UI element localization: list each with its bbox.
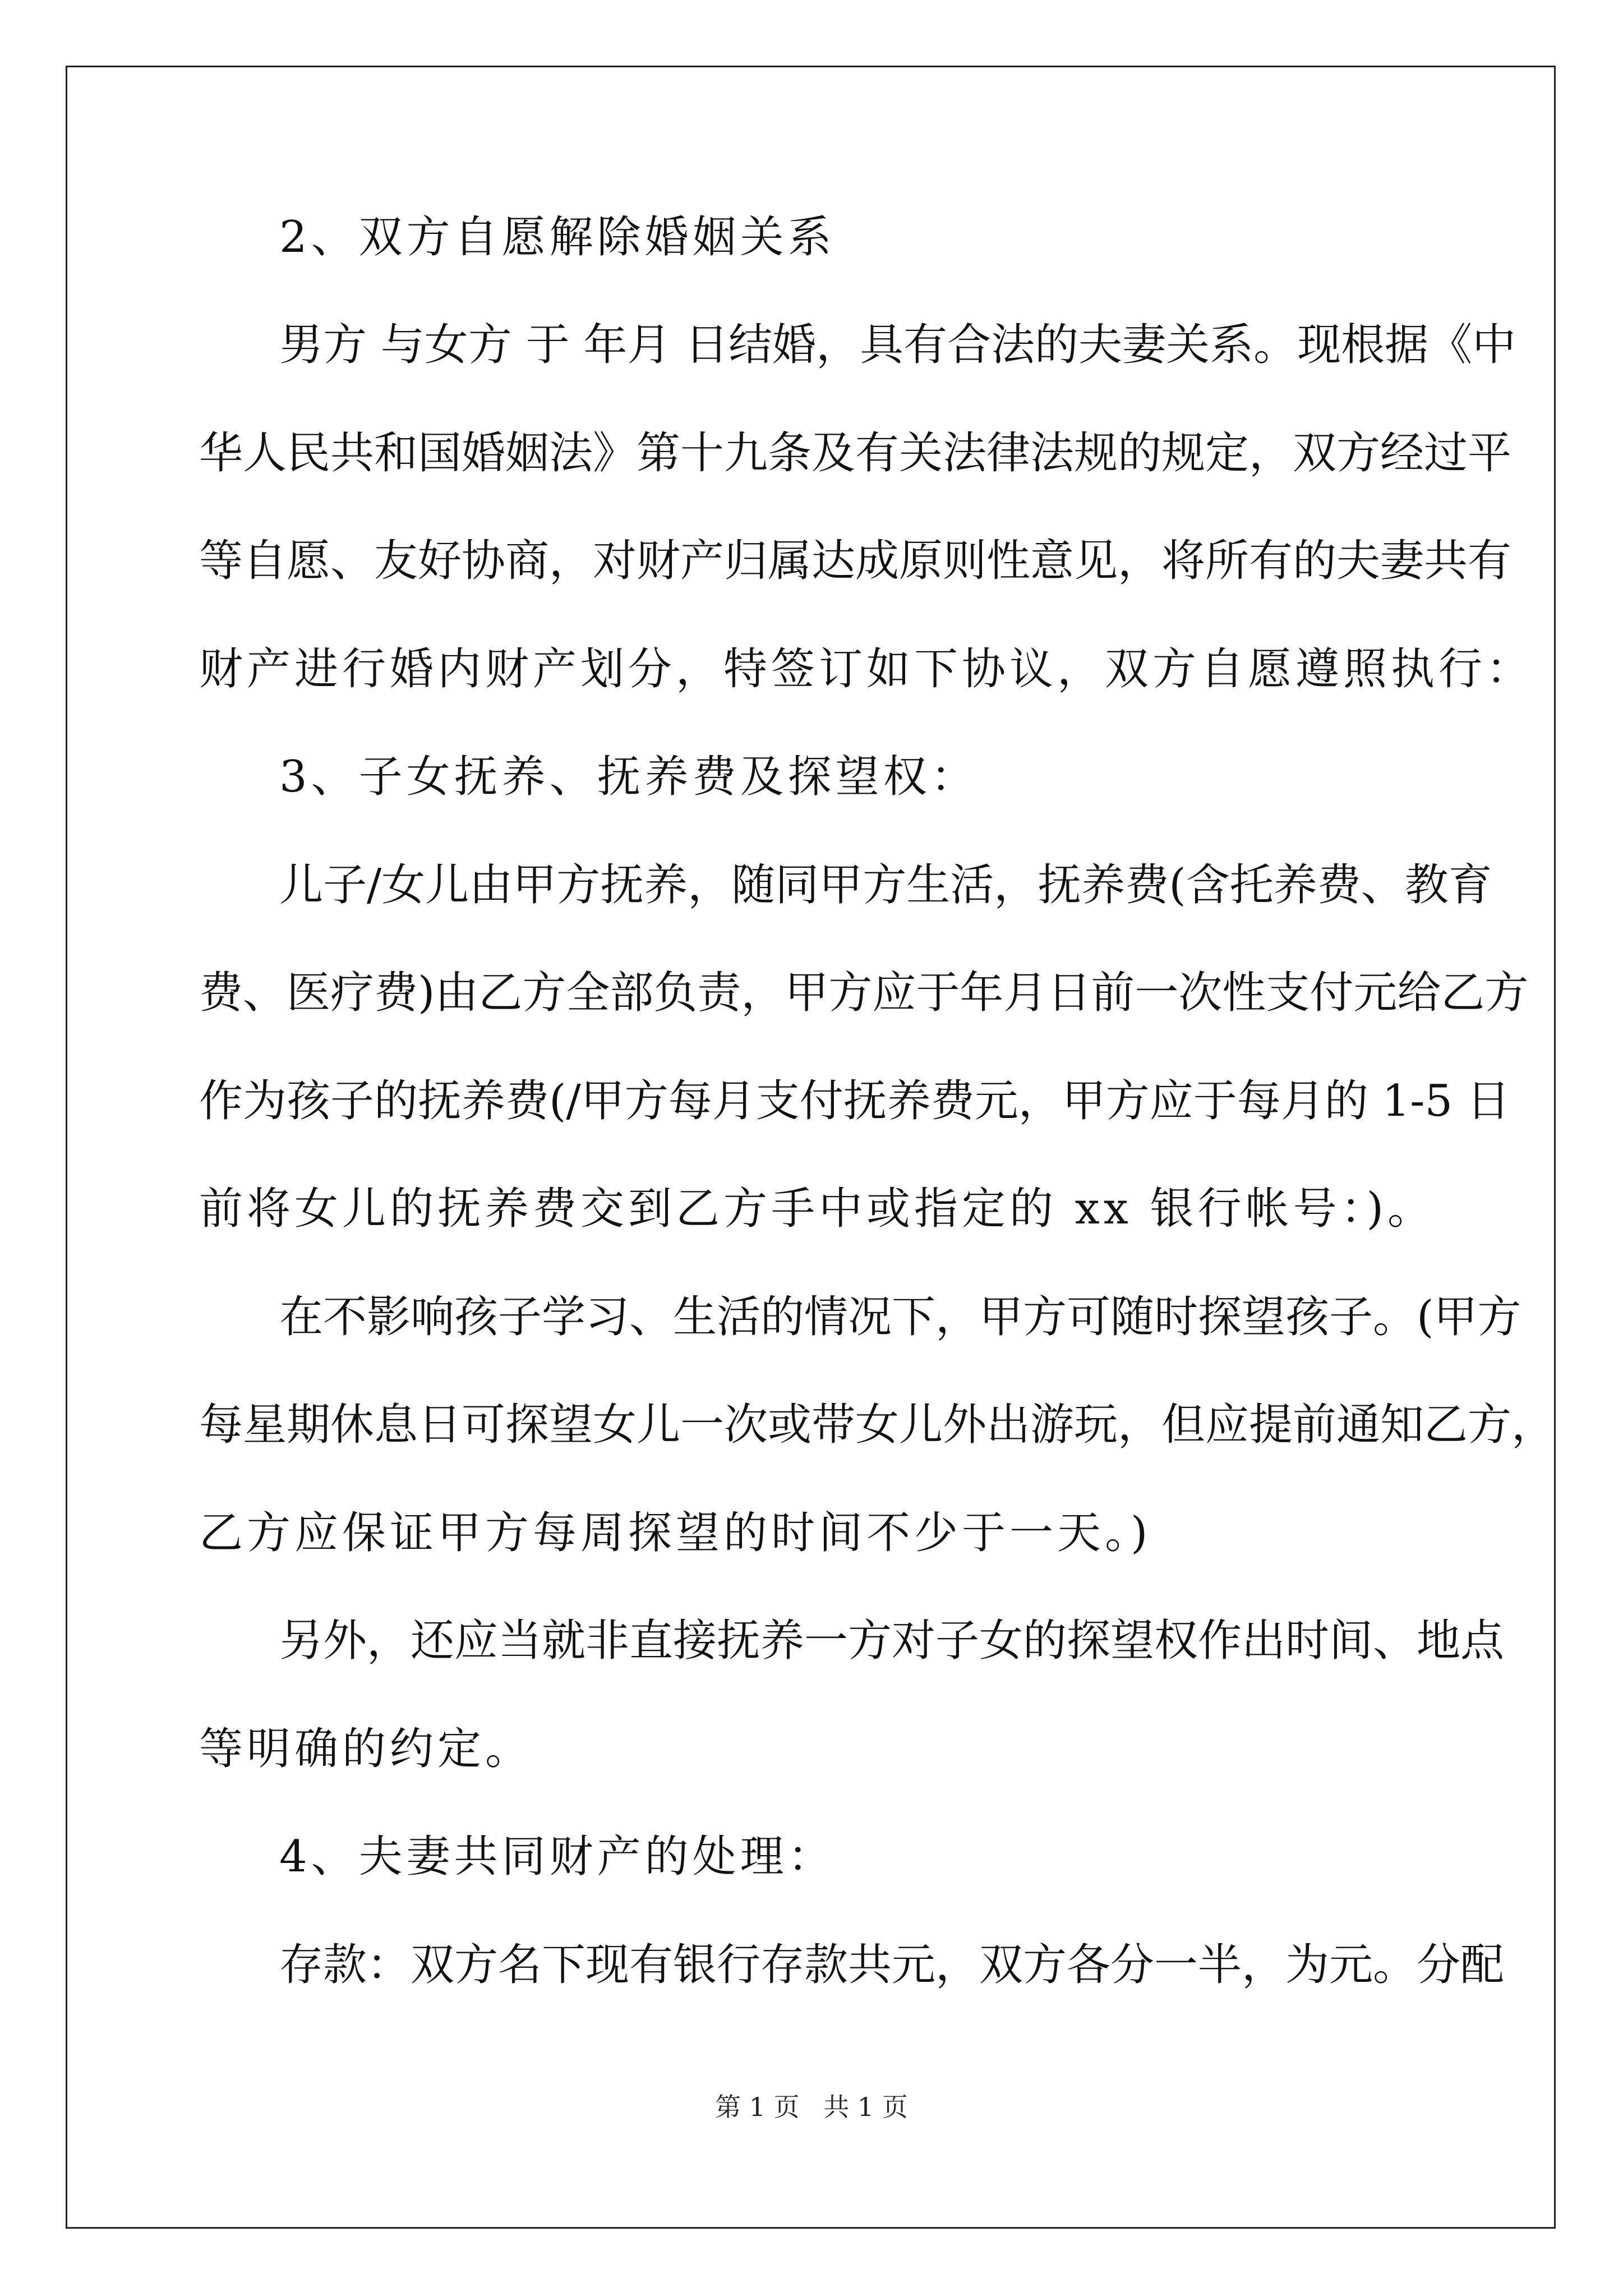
paragraph-line: 财产进行婚内财产划分，特签订如下协议，双方自愿遵照执行： (199, 644, 1534, 694)
section-heading-4: 4、夫妻共同财产的处理： (279, 1832, 836, 1882)
page-number: 第 1 页 (715, 2092, 800, 2122)
paragraph-line: 华人民共和国婚姻法》第十九条及有关法律法规的规定，双方经过平 (199, 428, 1512, 478)
page-footer (0, 2090, 1623, 2124)
paragraph-line: 儿子/女儿由甲方抚养，随同甲方生活，抚养费(含托养费、教育 (279, 860, 1492, 910)
page-border (66, 66, 1556, 2229)
paragraph-line: 男方 与女方 于 年月 日结婚，具有合法的夫妻关系。现根据《中 (279, 320, 1516, 370)
paragraph-line: 在不影响孩子学习、生活的情况下，甲方可随时探望孩子。(甲方 (279, 1292, 1521, 1342)
section-heading-3: 3、子女抚养、抚养费及探望权： (279, 752, 979, 802)
paragraph-line: 前将女儿的抚养费交到乙方手中或指定的 xx 银行帐号：)。 (199, 1184, 1435, 1234)
page-total: 共 1 页 (823, 2092, 908, 2122)
paragraph-line: 作为孩子的抚养费(/甲方每月支付抚养费元，甲方应于每月的 1-5 日 (199, 1076, 1510, 1126)
paragraph-line: 存款：双方名下现有银行存款共元，双方各分一半，为元。分配 (279, 1940, 1505, 1990)
paragraph-line: 费、医疗费)由乙方全部负责，甲方应于年月日前一次性支付元给乙方 (199, 968, 1529, 1018)
paragraph-line: 每星期休息日可探望女儿一次或带女儿外出游玩，但应提前通知乙方， (199, 1400, 1556, 1450)
section-heading-2: 2、双方自愿解除婚姻关系 (279, 212, 836, 263)
paragraph-line: 等自愿、友好协商，对财产归属达成原则性意见，将所有的夫妻共有 (199, 536, 1512, 586)
paragraph-line: 等明确的约定。 (199, 1724, 533, 1774)
paragraph-line: 另外，还应当就非直接抚养一方对子女的探望权作出时间、地点 (279, 1616, 1505, 1666)
paragraph-line: 乙方应保证甲方每周探望的时间不少于一天。) (199, 1508, 1152, 1558)
